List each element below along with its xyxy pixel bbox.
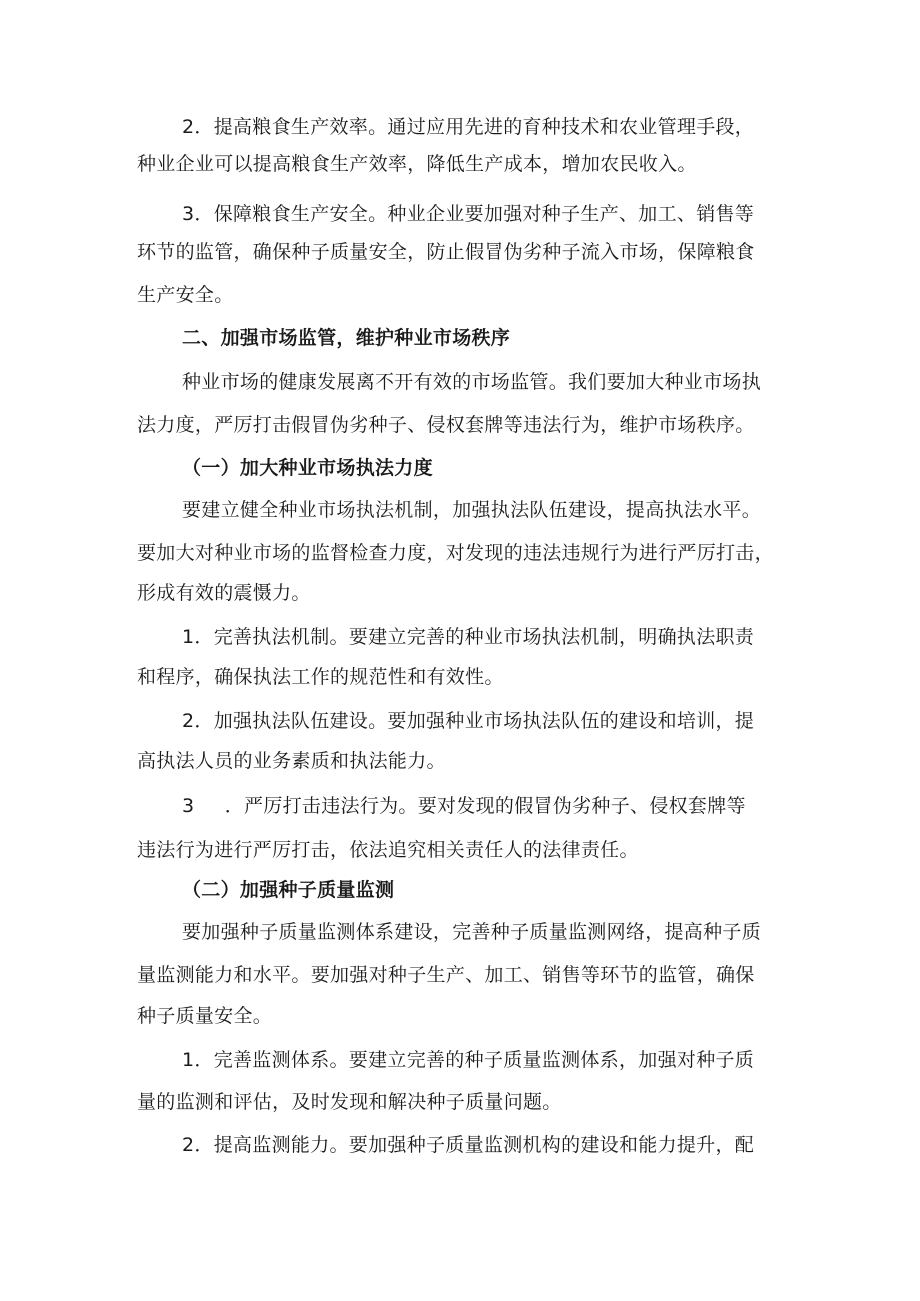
paragraph-line: 要建立健全种业市场执法机制，加强执法队伍建设，提高执法水平。: [182, 499, 762, 521]
paragraph-line: 种业市场的健康发展离不开有效的市场监管。我们要加大种业市场执: [182, 371, 762, 393]
section-heading: 二、加强市场监管，维护种业市场秩序: [182, 327, 511, 349]
paragraph-line: 违法行为进行严厉打击，依法追究相关责任人的法律责任。: [137, 839, 639, 861]
paragraph-line: 量的监测和评估，及时发现和解决种子质量问题。: [137, 1091, 562, 1113]
paragraph-line: 高执法人员的业务素质和执法能力。: [137, 750, 446, 772]
paragraph-line: 种子质量安全。: [137, 1005, 273, 1027]
paragraph-line: 法力度，严厉打击假冒伪劣种子、侵权套牌等违法行为，维护市场秩序。: [137, 414, 755, 436]
paragraph-line: 环节的监管，确保种子质量安全，防止假冒伪劣种子流入市场，保障粮食: [137, 241, 755, 263]
paragraph-line: 要加强种子质量监测体系建设，完善种子质量监测网络，提高种子质: [182, 921, 762, 943]
paragraph-line: 要加大对种业市场的监督检查力度，对发现的违法违规行为进行严厉打击，: [137, 542, 774, 564]
paragraph-line: 1．完善执法机制。要建立完善的种业市场执法机制，明确执法职责: [182, 626, 755, 648]
paragraph-line: 3．保障粮食生产安全。种业企业要加强对种子生产、加工、销售等: [182, 203, 755, 225]
paragraph-line: 1．完善监测体系。要建立完善的种子质量监测体系，加强对种子质: [182, 1049, 755, 1071]
subsection-heading: （一）加大种业市场执法力度: [182, 457, 433, 479]
subsection-heading: （二）加强种子质量监测: [182, 879, 395, 901]
paragraph-line: 2．加强执法队伍建设。要加强种业市场执法队伍的建设和培训，提: [182, 710, 755, 732]
paragraph-line: 2．提高粮食生产效率。通过应用先进的育种技术和农业管理手段，: [182, 116, 755, 138]
paragraph-line: 3 ．严厉打击违法行为。要对发现的假冒伪劣种子、侵权套牌等: [182, 795, 746, 817]
paragraph-line: 种业企业可以提高粮食生产效率，降低生产成本，增加农民收入。: [137, 153, 697, 175]
paragraph-line: 2．提高监测能力。要加强种子质量监测机构的建设和能力提升，配: [182, 1134, 755, 1156]
paragraph-line: 生产安全。: [137, 284, 234, 306]
paragraph-line: 和程序，确保执法工作的规范性和有效性。: [137, 666, 504, 688]
paragraph-line: 形成有效的震慑力。: [137, 582, 311, 604]
paragraph-line: 量监测能力和水平。要加强对种子生产、加工、销售等环节的监管，确保: [137, 964, 755, 986]
